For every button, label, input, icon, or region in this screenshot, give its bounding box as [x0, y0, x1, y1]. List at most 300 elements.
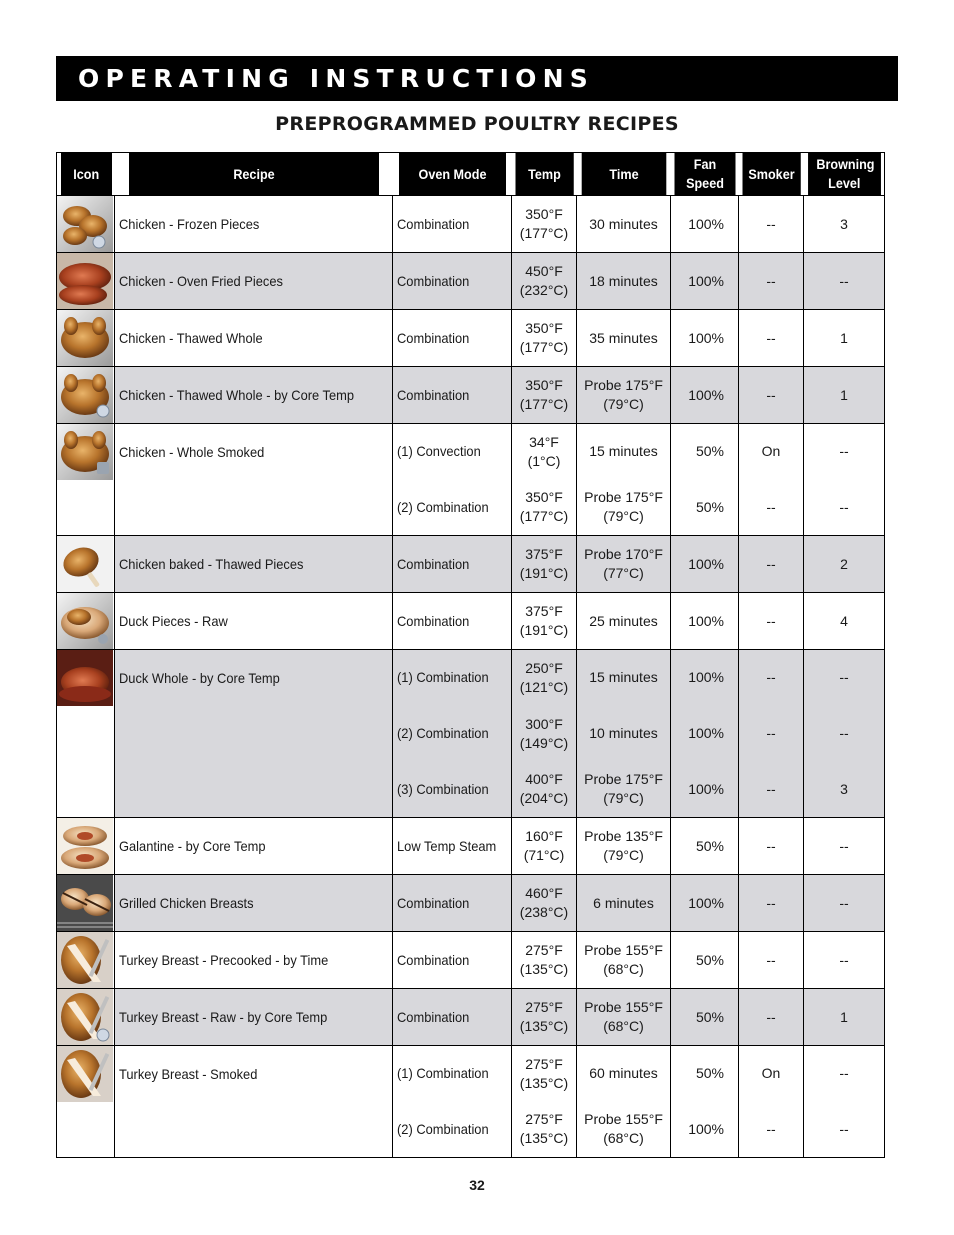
browning-level: 1 — [840, 329, 848, 346]
recipe-icon-cell — [57, 424, 115, 536]
temp-fahrenheit: 350°F — [525, 489, 563, 506]
recipe-icon-cell — [57, 536, 115, 593]
page-title: PREPROGRAMMED POULTRY RECIPES — [275, 113, 679, 135]
smoker-cell — [739, 989, 804, 1046]
grilled-chicken-breasts-icon — [57, 875, 113, 931]
temp-cell — [512, 706, 577, 762]
temp-fahrenheit: 250°F — [525, 659, 563, 676]
fan-speed-cell — [671, 480, 739, 536]
smoker-value: -- — [766, 612, 776, 629]
column-header-browning-level-label: Browning Level — [815, 156, 874, 191]
recipe-row-group — [57, 932, 885, 989]
recipe-row-group — [57, 650, 885, 818]
oven-mode: Combination — [397, 894, 470, 911]
recipe-name-cell — [115, 818, 393, 875]
time-value: Probe 155°F — [584, 1111, 663, 1128]
duck-pieces-icon — [57, 593, 113, 649]
recipe-row-group — [57, 593, 885, 650]
recipe-row-group — [57, 310, 885, 367]
smoker-cell — [739, 932, 804, 989]
galantine-icon — [57, 818, 113, 874]
browning-level: -- — [839, 894, 849, 911]
time-value: Probe 155°F — [584, 999, 663, 1015]
column-header-fan-speed — [674, 153, 735, 196]
oven-mode-cell — [393, 989, 512, 1046]
oven-mode: (1) Combination — [397, 1065, 489, 1082]
recipe-icon-cell — [57, 932, 115, 989]
smoker-cell — [739, 480, 804, 536]
oven-mode: (1) Combination — [397, 669, 489, 686]
oven-mode-cell — [393, 480, 512, 536]
recipe-icon-cell — [57, 875, 115, 932]
time-cell — [577, 480, 671, 536]
column-header-time: Time — [581, 153, 666, 196]
fan-speed: 50% — [695, 1065, 724, 1082]
whole-duck-icon — [57, 650, 113, 706]
smoker-value: -- — [766, 669, 776, 686]
smoker-cell — [739, 706, 804, 762]
smoker-cell — [739, 593, 804, 650]
temp-celsius: (191°C) — [519, 622, 569, 638]
time-cell — [577, 875, 671, 932]
smoker-cell — [739, 424, 804, 480]
fan-speed: 100% — [688, 780, 724, 797]
temp-celsius: (177°C) — [519, 225, 569, 241]
turkey-breast-raw-icon — [57, 989, 113, 1045]
recipe-name: Chicken - Thawed Whole — [119, 330, 263, 346]
table-row — [57, 253, 885, 310]
time-cell — [577, 424, 671, 480]
fan-speed: 100% — [688, 1120, 724, 1137]
browning-level-cell — [804, 706, 885, 762]
fan-speed-cell — [671, 1102, 739, 1158]
recipe-row-group — [57, 536, 885, 593]
fan-speed-cell — [671, 196, 739, 253]
recipe-name: Chicken - Oven Fried Pieces — [119, 273, 283, 289]
browning-level: -- — [839, 272, 849, 289]
temp-celsius: (121°C) — [519, 678, 569, 695]
time-value: Probe 175°F — [584, 489, 663, 506]
fan-speed: 50% — [695, 951, 724, 968]
probe-celsius: (68°C) — [603, 1130, 644, 1147]
column-header-browning-level — [808, 153, 881, 196]
time-cell — [577, 196, 671, 253]
time-value: 60 minutes — [589, 1065, 658, 1082]
time-value: 30 minutes — [589, 215, 658, 232]
oven-mode-cell — [393, 650, 512, 706]
recipe-name: Turkey Breast - Smoked — [119, 1066, 258, 1082]
smoker-value: -- — [766, 272, 776, 289]
turkey-breast-smoked-icon — [57, 1046, 113, 1102]
smoker-cell — [739, 536, 804, 593]
temp-fahrenheit: 400°F — [525, 771, 563, 788]
oven-mode-cell — [393, 1102, 512, 1158]
temp-cell — [512, 1102, 577, 1158]
browning-level: -- — [839, 1065, 849, 1082]
recipe-row-group — [57, 424, 885, 536]
fan-speed-cell — [671, 310, 739, 367]
oven-mode: Combination — [397, 386, 470, 403]
section-banner: OPERATING INSTRUCTIONS — [56, 56, 898, 101]
recipe-name: Duck Whole - by Core Temp — [119, 670, 280, 686]
temp-fahrenheit: 350°F — [525, 377, 563, 393]
fan-speed: 100% — [688, 894, 724, 911]
time-cell — [577, 310, 671, 367]
browning-level-cell — [804, 593, 885, 650]
fan-speed: 100% — [688, 386, 724, 403]
temp-cell — [512, 989, 577, 1046]
smoker-value: -- — [766, 555, 776, 572]
smoker-value: -- — [766, 951, 776, 968]
smoker-value: -- — [766, 837, 776, 854]
recipe-row-group — [57, 253, 885, 310]
recipe-icon-cell — [57, 650, 115, 818]
smoked-whole-chicken-icon — [57, 424, 113, 480]
column-header-fan-speed-label: Fan Speed — [685, 156, 724, 191]
temp-celsius: (177°C) — [519, 339, 569, 355]
fan-speed-cell — [671, 818, 739, 875]
temp-fahrenheit: 275°F — [525, 1111, 563, 1128]
browning-level-cell — [804, 989, 885, 1046]
fan-speed: 100% — [688, 725, 724, 741]
table-row — [57, 875, 885, 932]
probe-celsius: (68°C) — [603, 1018, 644, 1034]
browning-level: 3 — [840, 780, 848, 797]
oven-mode: (2) Combination — [397, 498, 489, 515]
smoker-value: -- — [766, 894, 776, 911]
recipe-row-group — [57, 989, 885, 1046]
time-cell — [577, 593, 671, 650]
recipe-name: Turkey Breast - Raw - by Core Temp — [119, 1009, 328, 1025]
column-header-icon: Icon — [59, 153, 111, 196]
smoker-cell — [739, 367, 804, 424]
smoker-value: -- — [766, 725, 776, 741]
temp-fahrenheit: 375°F — [525, 603, 563, 619]
column-header-recipe: Recipe — [128, 153, 378, 196]
smoker-cell — [739, 1102, 804, 1158]
smoker-value: On — [761, 1065, 781, 1082]
recipe-row-group — [57, 367, 885, 424]
fan-speed-cell — [671, 650, 739, 706]
browning-level: -- — [839, 498, 849, 515]
recipe-icon-cell — [57, 253, 115, 310]
oven-mode-cell — [393, 593, 512, 650]
recipe-icon-cell — [57, 818, 115, 875]
temp-fahrenheit: 350°F — [525, 320, 563, 336]
time-cell — [577, 706, 671, 762]
time-cell — [577, 989, 671, 1046]
time-value: 18 minutes — [589, 272, 658, 289]
temp-cell — [512, 650, 577, 706]
smoker-cell — [739, 762, 804, 818]
fan-speed: 50% — [695, 1008, 724, 1025]
smoker-value: On — [761, 443, 781, 460]
browning-level: -- — [839, 725, 849, 741]
table-row — [57, 1046, 885, 1102]
temp-celsius: (71°C) — [523, 847, 565, 863]
temp-celsius: (177°C) — [519, 508, 569, 525]
smoker-cell — [739, 253, 804, 310]
temp-fahrenheit: 300°F — [525, 715, 563, 732]
browning-level: 4 — [840, 612, 848, 629]
recipe-icon-cell — [57, 989, 115, 1046]
browning-level-cell — [804, 650, 885, 706]
browning-level: -- — [839, 669, 849, 686]
oven-mode-cell — [393, 762, 512, 818]
smoker-value: -- — [766, 780, 776, 797]
poultry-recipes-table — [56, 152, 885, 1158]
table-row — [57, 367, 885, 424]
temp-fahrenheit: 275°F — [525, 1055, 563, 1072]
browning-level-cell — [804, 536, 885, 593]
table-row — [57, 593, 885, 650]
fan-speed-cell — [671, 1046, 739, 1102]
recipe-name: Chicken - Thawed Whole - by Core Temp — [119, 387, 355, 403]
temp-cell — [512, 367, 577, 424]
smoker-value: -- — [766, 1120, 776, 1137]
recipe-row-group — [57, 818, 885, 875]
temp-celsius: (1°C) — [527, 452, 561, 469]
temp-cell — [512, 875, 577, 932]
baked-chicken-leg-icon — [57, 536, 113, 592]
smoker-value: -- — [766, 498, 776, 515]
time-cell — [577, 818, 671, 875]
browning-level-cell — [804, 253, 885, 310]
recipe-icon-cell — [57, 1046, 115, 1158]
time-cell — [577, 536, 671, 593]
turkey-breast-precooked-icon — [57, 932, 113, 988]
smoker-cell — [739, 196, 804, 253]
time-value: Probe 135°F — [584, 828, 663, 844]
smoker-cell — [739, 650, 804, 706]
fan-speed: 100% — [688, 555, 724, 572]
oven-mode: Combination — [397, 612, 470, 629]
table-row — [57, 536, 885, 593]
probe-celsius: (79°C) — [603, 396, 644, 412]
chicken-oven-fried-icon — [57, 253, 113, 309]
fan-speed: 50% — [695, 498, 724, 515]
smoker-value: -- — [766, 215, 776, 232]
smoker-cell — [739, 310, 804, 367]
recipe-name: Grilled Chicken Breasts — [119, 895, 254, 911]
browning-level-cell — [804, 1102, 885, 1158]
time-value: Probe 170°F — [584, 546, 663, 562]
time-value: 15 minutes — [589, 443, 658, 460]
fan-speed: 100% — [688, 272, 724, 289]
whole-roast-chicken-probe-icon — [57, 367, 113, 423]
recipe-name-cell — [115, 875, 393, 932]
oven-mode-cell — [393, 424, 512, 480]
temp-cell — [512, 1046, 577, 1102]
fan-speed: 50% — [695, 837, 724, 854]
recipe-name: Chicken - Frozen Pieces — [119, 216, 260, 232]
smoker-cell — [739, 1046, 804, 1102]
temp-cell — [512, 762, 577, 818]
oven-mode: Combination — [397, 215, 470, 232]
recipe-row-group — [57, 196, 885, 253]
temp-fahrenheit: 350°F — [525, 206, 563, 222]
oven-mode: (2) Combination — [397, 1120, 489, 1137]
time-value: Probe 175°F — [584, 377, 663, 393]
browning-level: 2 — [840, 555, 848, 572]
page-number: 32 — [469, 1177, 485, 1193]
oven-mode: Combination — [397, 555, 470, 572]
oven-mode-cell — [393, 253, 512, 310]
temp-fahrenheit: 160°F — [525, 828, 563, 844]
probe-celsius: (79°C) — [603, 847, 644, 863]
fan-speed-cell — [671, 536, 739, 593]
temp-celsius: (149°C) — [519, 734, 569, 751]
recipe-name-cell — [115, 593, 393, 650]
temp-fahrenheit: 275°F — [525, 999, 563, 1015]
browning-level: 3 — [840, 215, 848, 232]
temp-cell — [512, 536, 577, 593]
time-value: Probe 155°F — [584, 942, 663, 958]
recipe-name-cell — [115, 932, 393, 989]
temp-cell — [512, 593, 577, 650]
recipe-name-cell — [115, 253, 393, 310]
fan-speed-cell — [671, 932, 739, 989]
table-row — [57, 989, 885, 1046]
temp-cell — [512, 253, 577, 310]
browning-level: -- — [839, 1120, 849, 1137]
recipe-icon-cell — [57, 593, 115, 650]
oven-mode-cell — [393, 536, 512, 593]
recipe-name-cell — [115, 536, 393, 593]
oven-mode: (2) Combination — [397, 725, 489, 741]
fan-speed: 100% — [688, 612, 724, 629]
browning-level-cell — [804, 480, 885, 536]
time-value: Probe 175°F — [584, 771, 663, 788]
temp-celsius: (191°C) — [519, 565, 569, 581]
recipe-name-cell — [115, 196, 393, 253]
time-value: 6 minutes — [593, 894, 654, 911]
oven-mode-cell — [393, 875, 512, 932]
fan-speed: 50% — [695, 443, 724, 460]
browning-level-cell — [804, 310, 885, 367]
table-row — [57, 650, 885, 706]
temp-celsius: (232°C) — [519, 282, 569, 298]
probe-celsius: (79°C) — [603, 790, 644, 807]
recipe-icon-cell — [57, 310, 115, 367]
time-value: 15 minutes — [589, 669, 658, 686]
chicken-frozen-pieces-icon — [57, 196, 113, 252]
temp-cell — [512, 424, 577, 480]
fan-speed-cell — [671, 875, 739, 932]
temp-celsius: (135°C) — [519, 1130, 569, 1147]
browning-level-cell — [804, 818, 885, 875]
browning-level-cell — [804, 367, 885, 424]
time-cell — [577, 367, 671, 424]
oven-mode: Low Temp Steam — [397, 837, 497, 854]
temp-celsius: (135°C) — [519, 1018, 569, 1034]
smoker-value: -- — [766, 386, 776, 403]
table-row — [57, 196, 885, 253]
temp-fahrenheit: 34°F — [529, 433, 559, 450]
temp-fahrenheit: 450°F — [525, 263, 563, 279]
temp-celsius: (238°C) — [519, 904, 569, 920]
browning-level: -- — [839, 443, 849, 460]
recipe-name: Chicken baked - Thawed Pieces — [119, 556, 304, 572]
time-value: 35 minutes — [589, 329, 658, 346]
time-cell — [577, 253, 671, 310]
fan-speed-cell — [671, 989, 739, 1046]
oven-mode-cell — [393, 196, 512, 253]
smoker-cell — [739, 875, 804, 932]
temp-celsius: (177°C) — [519, 396, 569, 412]
time-value: 25 minutes — [589, 612, 658, 629]
fan-speed-cell — [671, 424, 739, 480]
oven-mode-cell — [393, 367, 512, 424]
smoker-cell — [739, 818, 804, 875]
column-header-smoker: Smoker — [742, 153, 801, 196]
temp-cell — [512, 932, 577, 989]
browning-level-cell — [804, 424, 885, 480]
browning-level: 1 — [840, 1008, 848, 1025]
temp-celsius: (135°C) — [519, 961, 569, 977]
browning-level: -- — [839, 951, 849, 968]
fan-speed: 100% — [688, 669, 724, 686]
table-header — [57, 153, 885, 196]
oven-mode: Combination — [397, 329, 470, 346]
table-row — [57, 818, 885, 875]
recipe-name-cell — [115, 424, 393, 536]
fan-speed-cell — [671, 762, 739, 818]
table-row — [57, 424, 885, 480]
temp-cell — [512, 196, 577, 253]
browning-level: -- — [839, 837, 849, 854]
oven-mode-cell — [393, 1046, 512, 1102]
smoker-value: -- — [766, 329, 776, 346]
fan-speed-cell — [671, 593, 739, 650]
temp-cell — [512, 818, 577, 875]
temp-celsius: (135°C) — [519, 1074, 569, 1091]
table-row — [57, 932, 885, 989]
oven-mode-cell — [393, 706, 512, 762]
browning-level-cell — [804, 932, 885, 989]
temp-cell — [512, 480, 577, 536]
recipe-name-cell — [115, 989, 393, 1046]
fan-speed-cell — [671, 367, 739, 424]
column-header-oven-mode: Oven Mode — [398, 153, 505, 196]
time-cell — [577, 762, 671, 818]
oven-mode: Combination — [397, 272, 470, 289]
recipe-icon-cell — [57, 367, 115, 424]
oven-mode-cell — [393, 818, 512, 875]
fan-speed: 100% — [688, 329, 724, 346]
temp-celsius: (204°C) — [519, 790, 569, 807]
oven-mode-cell — [393, 932, 512, 989]
oven-mode: (3) Combination — [397, 780, 489, 797]
recipe-name-cell — [115, 650, 393, 818]
recipe-name-cell — [115, 1046, 393, 1158]
oven-mode: Combination — [397, 1008, 470, 1025]
temp-fahrenheit: 275°F — [525, 942, 563, 958]
recipe-name-cell — [115, 367, 393, 424]
recipe-icon-cell — [57, 196, 115, 253]
oven-mode-cell — [393, 310, 512, 367]
recipe-name-cell — [115, 310, 393, 367]
oven-mode: (1) Convection — [397, 443, 481, 460]
whole-roast-chicken-icon — [57, 310, 113, 366]
time-cell — [577, 650, 671, 706]
fan-speed-cell — [671, 253, 739, 310]
probe-celsius: (77°C) — [603, 565, 644, 581]
time-cell — [577, 932, 671, 989]
recipe-row-group — [57, 1046, 885, 1158]
recipe-name: Turkey Breast - Precooked - by Time — [119, 952, 329, 968]
browning-level-cell — [804, 875, 885, 932]
